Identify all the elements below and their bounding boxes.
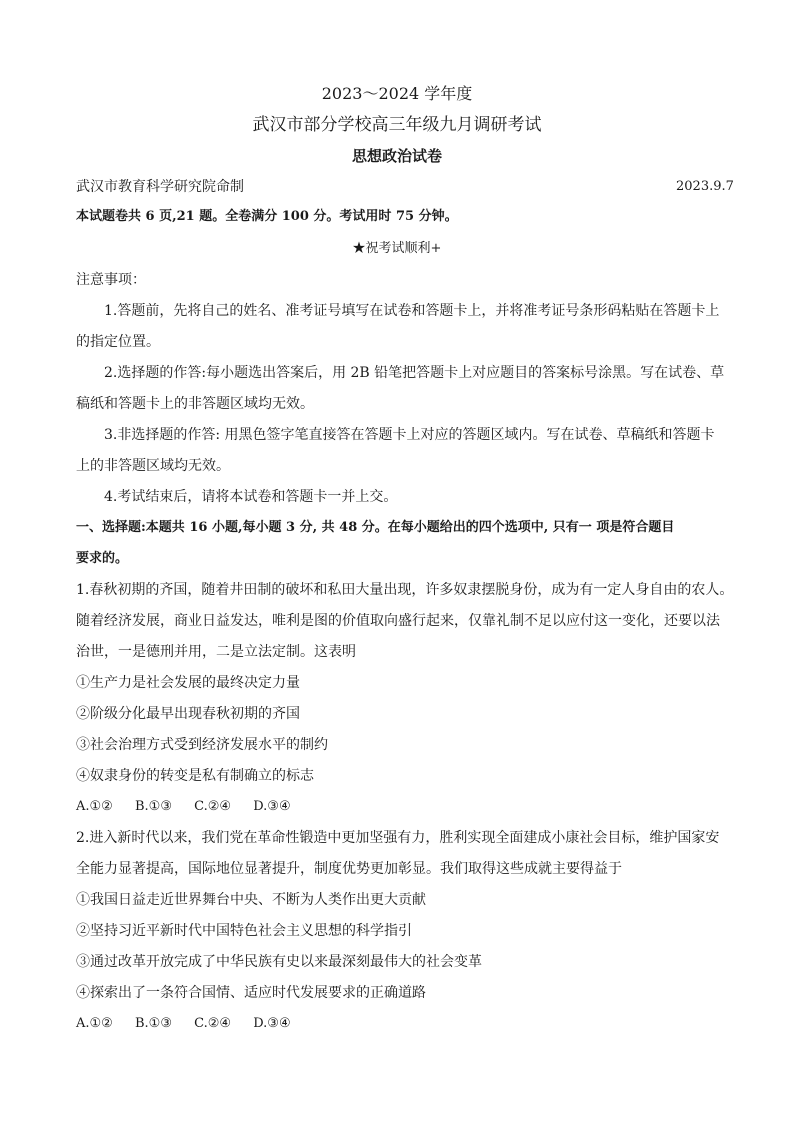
q2-stem-line-1: 2.进入新时代以来，我们党在革命性锻造中更加坚强有力，胜利实现全面建成小康社会目标，维护国家安	[76, 830, 720, 846]
section1-title-line-2: 要求的。	[76, 551, 129, 566]
paper-summary: 本试题卷共 6 页,21 题。全卷满分 100 分。考试用时 75 分钟。	[76, 209, 458, 224]
note-2-line-2: 稿纸和答题卡上的非答题区域均无效。	[76, 396, 314, 412]
note-3-line-1: 3.非选择题的作答: 用黑色签字笔直接答在答题卡上对应的答题区域内。写在试卷、草稿纸和答题卡	[104, 427, 715, 443]
subject-title: 思想政治试卷	[351, 147, 442, 165]
q1-statement-3: ③社会治理方式受到经济发展水平的制约	[76, 737, 328, 753]
q1-statement-2: ②阶级分化最早出现春秋初期的齐国	[76, 706, 300, 722]
q1-statement-1: ①生产力是社会发展的最终决定力量	[76, 675, 300, 691]
note-2-line-1: 2.选择题的作答:每小题选出答案后，用 2B 铅笔把答题卡上对应题目的答案标号涂黑。写在试卷、草	[104, 365, 725, 381]
q1-statement-4: ④奴隶身份的转变是私有制确立的标志	[76, 768, 314, 784]
q2-stem-line-2: 全能力显著提高，国际地位显著提升，制度优势更加彰显。我们取得这些成就主要得益于	[76, 861, 622, 877]
exam-date: 2023.9.7	[676, 179, 734, 194]
q2-statement-3: ③通过改革开放完成了中华民族有史以来最深刻最伟大的社会变革	[76, 954, 482, 970]
q1-stem-line-2: 随着经济发展，商业日益发达，唯利是图的价值取向盛行起来，仅靠礼制不足以应付这一变化，还要以法	[76, 613, 720, 629]
note-1-line-2: 的指定位置。	[76, 334, 160, 350]
q1-choice-a: A.①②	[76, 799, 113, 814]
issuer: 武汉市教育科学研究院命制	[76, 179, 244, 195]
q2-choices	[76, 1014, 721, 1034]
q2-choice-a: A.①②	[76, 1016, 113, 1031]
note-1-line-1: 1.答题前，先将自己的姓名、准考证号填写在试卷和答题卡上，并将准考证号条形码粘贴在答题卡上	[104, 303, 720, 319]
q2-choice-d: D.③④	[253, 1016, 291, 1031]
issuer-row	[76, 177, 734, 197]
q1-choice-b: B.①③	[134, 799, 172, 814]
q2-statement-2: ②坚持习近平新时代中国特色社会主义思想的科学指引	[76, 923, 412, 939]
q1-stem-line-3: 治世，一是德刑并用，二是立法定制。这表明	[76, 644, 356, 660]
q1-choice-d: D.③④	[253, 799, 291, 814]
section1-title-line-1: 一、选择题:本题共 16 小题,每小题 3 分, 共 48 分。在每小题给出的四个选项中, 只有一 项是符合题目	[76, 520, 675, 535]
notes-title: 注意事项：	[76, 272, 146, 288]
q1-choice-c: C.②④	[194, 799, 232, 814]
q1-stem-line-1: 1.春秋初期的齐国，随着井田制的破坏和私田大量出现，许多奴隶摆脱身份，成为有一定人身自由的农人。	[76, 582, 734, 598]
blessing: ★祝考试顺利+	[352, 241, 442, 256]
school-year: 2023～2024 学年度	[321, 84, 473, 103]
note-4: 4.考试结束后，请将本试卷和答题卡一并上交。	[104, 489, 398, 505]
exam-title: 武汉市部分学校高三年级九月调研考试	[252, 115, 542, 135]
q2-statement-1: ①我国日益走近世界舞台中央、不断为人类作出更大贡献	[76, 892, 426, 908]
q2-statement-4: ④探索出了一条符合国情、适应时代发展要求的正确道路	[76, 985, 426, 1001]
note-3-line-2: 上的非答题区域均无效。	[76, 458, 230, 474]
q1-choices	[76, 797, 721, 817]
q2-choice-c: C.②④	[194, 1016, 232, 1031]
q2-choice-b: B.①③	[134, 1016, 172, 1031]
